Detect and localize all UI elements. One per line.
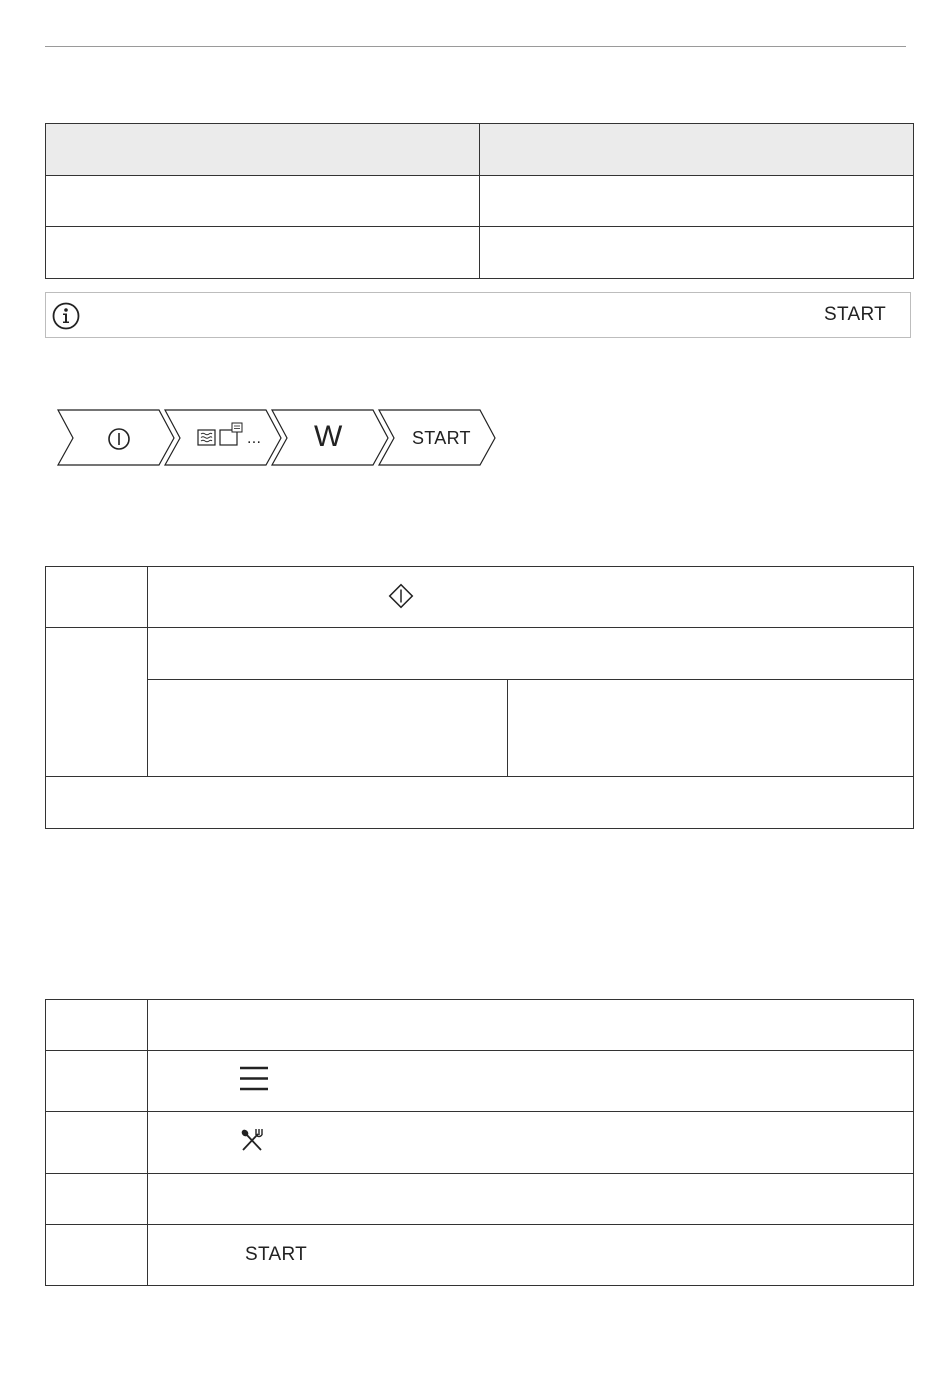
start-diamond-icon [388, 583, 414, 609]
step-w-label: W [314, 420, 343, 453]
table-cell [148, 567, 914, 628]
table-cell [46, 777, 914, 829]
info-note [45, 292, 911, 338]
table-cell [46, 1174, 148, 1225]
table-cell [480, 227, 914, 279]
table-row [46, 176, 914, 227]
table-cell [46, 1225, 148, 1286]
table-header-cell [480, 124, 914, 176]
table-cell [148, 1000, 914, 1051]
table-row [46, 1174, 914, 1225]
step-chevron [165, 410, 281, 465]
table-1 [45, 123, 914, 279]
cutlery-icon [239, 1127, 265, 1153]
table-header-cell [46, 124, 480, 176]
table-row [46, 680, 914, 777]
table-cell [46, 1000, 148, 1051]
table-cell [148, 680, 508, 777]
table-row [46, 1112, 914, 1174]
table-cell [46, 628, 148, 777]
step-chevron [58, 410, 174, 465]
step-ellipsis: ... [247, 430, 262, 447]
table-cell [480, 176, 914, 227]
table-2 [45, 566, 914, 829]
start-label: START [245, 1244, 308, 1265]
table-row [46, 628, 914, 680]
table-header-row [46, 124, 914, 176]
table-cell [508, 680, 914, 777]
table-cell [46, 227, 480, 279]
info-icon [52, 302, 80, 330]
table-cell [46, 176, 480, 227]
table-cell [46, 1051, 148, 1112]
table-cell [148, 628, 914, 680]
table-row [46, 1051, 914, 1112]
step-sequence [56, 408, 500, 468]
table-row [46, 227, 914, 279]
table-3 [45, 999, 914, 1286]
start-label: START [824, 304, 887, 325]
menu-icon [239, 1066, 269, 1092]
table-row [46, 1225, 914, 1286]
step-start-label: START [412, 428, 471, 448]
table-row [46, 777, 914, 829]
table-cell [148, 1174, 914, 1225]
table-cell [46, 1112, 148, 1174]
table-cell [46, 567, 148, 628]
table-row [46, 1000, 914, 1051]
top-rule [45, 46, 906, 47]
table-row [46, 567, 914, 628]
